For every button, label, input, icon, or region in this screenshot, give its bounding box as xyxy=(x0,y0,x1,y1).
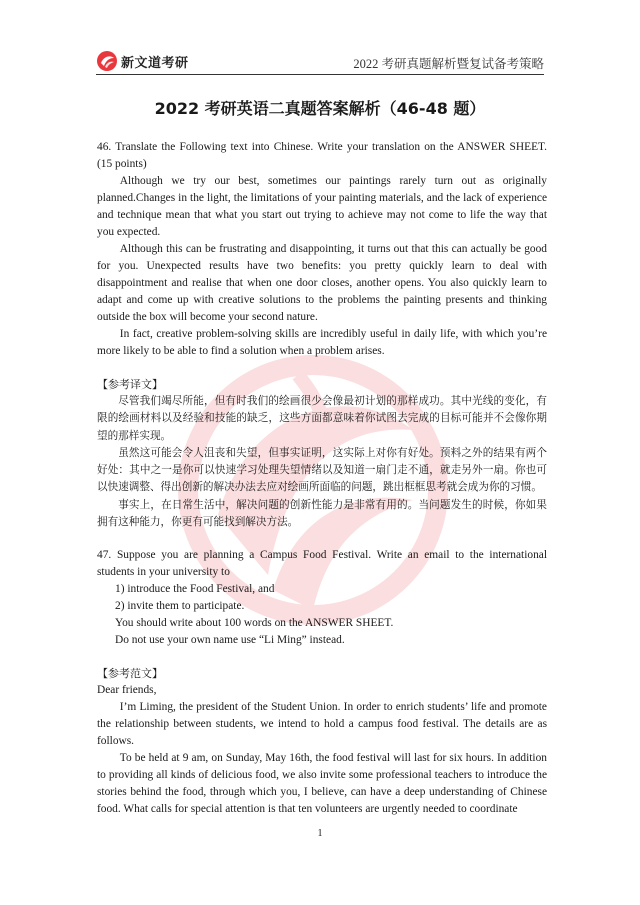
brand-logo xyxy=(96,50,189,72)
page-number: 1 xyxy=(317,828,323,839)
q46-paragraph: Although we try our best, sometimes our paintings rarely turn out as originally planned.Changes in the light, the limitations of your painting materials, and the lack of experience and technique mean that what you start out trying to achieve may not come to life the way that you expected. xyxy=(97,175,547,238)
brand-logo-icon xyxy=(96,50,118,72)
q47-note: You should write about 100 words on the ANSWER SHEET. xyxy=(115,617,394,630)
q46-paragraph: Although this can be frustrating and disappointing, it turns out that this can actually be good for you. Unexpected results have two benefits: you pretty quickly learn to deal with disappointment and realise that when one door closes, another opens. You also quickly learn to adapt and come up with creative solutions to the problems the painting presents and thinking outside the box will become your second nature. xyxy=(97,243,547,323)
translation-paragraph: 事实上，在日常生活中，解决问题的创新性能力是非常有用的。当问题发生的时候，你如果拥有这种能力，你更有可能找到解决方法。 xyxy=(97,498,547,529)
q46-paragraph: In fact, creative problem-solving skills are incredibly useful in daily life, with which you’re more likely to be able to find a solution when a problem arises. xyxy=(97,328,547,357)
translation-paragraph: 虽然这可能会令人沮丧和失望，但事实证明，这实际上对你有好处。预料之外的结果有两个好处：其中之一是你可以快速学习处理失望情绪以及知道一扇门走不通，就走另外一扇。你也可以快速调整、得出创新的解决办法去应对绘画所面临的问题，跳出框框思考就会成为你的习惯。 xyxy=(97,446,547,494)
sample-label: 【参考范文】 xyxy=(97,667,163,681)
sample-paragraph: I’m Liming, the president of the Student Union. In order to enrich students’ life and promote the relationship between students, we intend to hold a campus food festival. The details are as follows. xyxy=(97,701,547,748)
q47-item: 2) invite them to participate. xyxy=(115,600,245,613)
q47-prompt: 47. Suppose you are planning a Campus Food Festival. Write an email to the international students in your university to xyxy=(97,549,547,579)
translation-label: 【参考译文】 xyxy=(97,378,163,391)
header-title: 2022 考研真题解析暨复试备考策略 xyxy=(353,57,544,71)
brand-logo-text: 新文道考研 xyxy=(121,55,189,71)
sample-paragraph: To be held at 9 am, on Sunday, May 16th, the food festival will last for six hours. In addition to providing all kinds of delicious food, we also invite some professional teachers to introduce the stories behind the food, through which you, I believe, can have a deep understanding of Chinese food. What calls for special attention is that ten volunteers are urgently needed to coordinate xyxy=(97,752,547,816)
document-body xyxy=(97,139,547,818)
q47-item: 1) introduce the Food Festival, and xyxy=(115,583,275,596)
sample-greeting: Dear friends, xyxy=(97,684,157,697)
translation-paragraph: 尽管我们竭尽所能，但有时我们的绘画很少会像最初计划的那样成功。其中光线的变化，有限的绘画材料以及经验和技能的缺乏，这些方面都意味着你试图去完成的目标可能并不会像你期望的那样实现。 xyxy=(97,395,547,442)
q46-prompt: 46. Translate the Following text into Chinese. Write your translation on the ANSWER SHEET. (15 points) xyxy=(97,141,547,170)
document-title: 2022 考研英语二真题答案解析（46-48 题） xyxy=(154,99,486,118)
page-header xyxy=(96,44,544,75)
q47-note: Do not use your own name use “Li Ming” instead. xyxy=(115,634,345,647)
